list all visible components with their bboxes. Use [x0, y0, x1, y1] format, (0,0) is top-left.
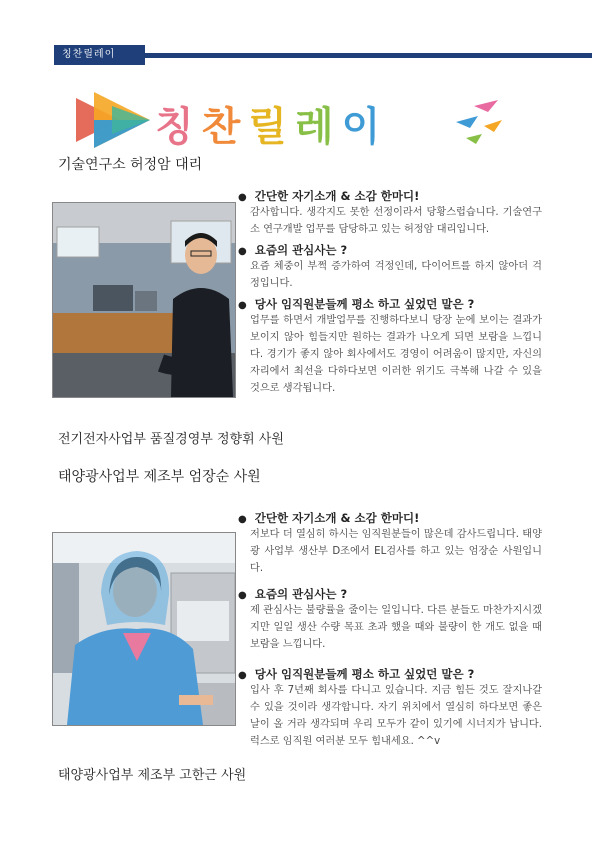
bullet-icon: ● [238, 300, 247, 311]
section1-a1: 감사합니다. 생각지도 못한 선정이라서 당황스럽습니다. 기술연구소 연구개발 업무를 담당하고 있는 허정암 대리입니다. [250, 207, 542, 235]
logo-arrow-teal [112, 106, 150, 134]
section2-a2: 제 관심사는 불량률을 줄이는 일입니다. 다른 분들도 마찬가지시겠지만 일일 생산 수량 목표 초과 했을 때와 불량이 한 개도 없을 때 보람을 느낍니다. [250, 605, 542, 650]
logo-char-5: 이 [341, 104, 389, 150]
section1-a2: 요즘 체중이 부쩍 증가하여 걱정인데, 다이어트를 하지 않아더 걱정입니다. [250, 261, 542, 289]
bullet-icon: ● [238, 590, 247, 601]
logo-deco-2 [456, 116, 478, 128]
header-tab: 칭찬릴레이 [54, 45, 145, 65]
header-rule [140, 53, 592, 58]
logo-deco-4 [466, 134, 482, 144]
logo-title [155, 95, 388, 152]
section2-q3: ● 당사 임직원분들께 평소 하고 싶었던 말은 ? [238, 667, 475, 681]
logo-char-1: 칭 [155, 104, 202, 150]
section1-a3: 업무를 하면서 개발업무를 진행하다보니 당장 눈에 보이는 결과가 보이지 않아 힘들지만 원하는 결과가 나오게 되면 보람을 느낍니다. 경기가 좋지 않아 회사에서도 경영이 어려움이 많지만, 자신의 자리에서 최선을 다하다보면 이러한 위기도 극복해 나갈 수 있을 것으로 생각됩니다. [250, 315, 542, 394]
logo-char-2: 찬 [201, 104, 249, 150]
section1-next: 전기전자사업부 품질경영부 정향휘 사원 [58, 432, 284, 447]
logo-char-4: 레 [294, 104, 342, 150]
section2-a3: 입사 후 7년째 회사를 다니고 있습니다. 지금 힘든 것도 잘지나갈 수 있을 것이라 생각합니다. 자기 위치에서 열심히 하다보면 좋은 날이 올 거라 생각되며 우리 모두가 같이 있기에 시너지가 납니다. 럭스로 임직원 여러분 모두 힘내세요. ^^v [250, 685, 542, 747]
section1-photo [52, 202, 236, 398]
section2-title: 태양광사업부 제조부 엄장순 사원 [58, 469, 261, 485]
section2-next: 태양광사업부 제조부 고한근 사원 [58, 768, 247, 783]
bullet-icon: ● [238, 246, 247, 257]
section1-title: 기술연구소 허정암 대리 [58, 157, 203, 173]
section2-q1: ● 간단한 자기소개 & 소감 한마디! [238, 511, 420, 525]
section2-q2: ● 요즘의 관심사는 ? [238, 587, 348, 601]
bullet-icon: ● [238, 670, 247, 681]
logo-deco-3 [484, 120, 502, 132]
logo-deco-1 [474, 100, 498, 112]
section2-photo [52, 532, 236, 726]
section1-q1: ● 간단한 자기소개 & 소감 한마디! [238, 189, 420, 203]
bullet-icon: ● [238, 192, 247, 203]
logo-char-3: 릴 [248, 104, 295, 150]
section1-q3: ● 당사 임직원분들께 평소 하고 싶었던 말은 ? [238, 297, 475, 311]
bullet-icon: ● [238, 514, 247, 525]
section2-a1: 저보다 더 열심히 하시는 임직원분들이 많은데 감사드립니다. 태양광 사업부 생산부 D조에서 EL검사를 하고 있는 엄장순 사원입니다. [250, 529, 542, 574]
section1-q2: ● 요즘의 관심사는 ? [238, 243, 348, 257]
